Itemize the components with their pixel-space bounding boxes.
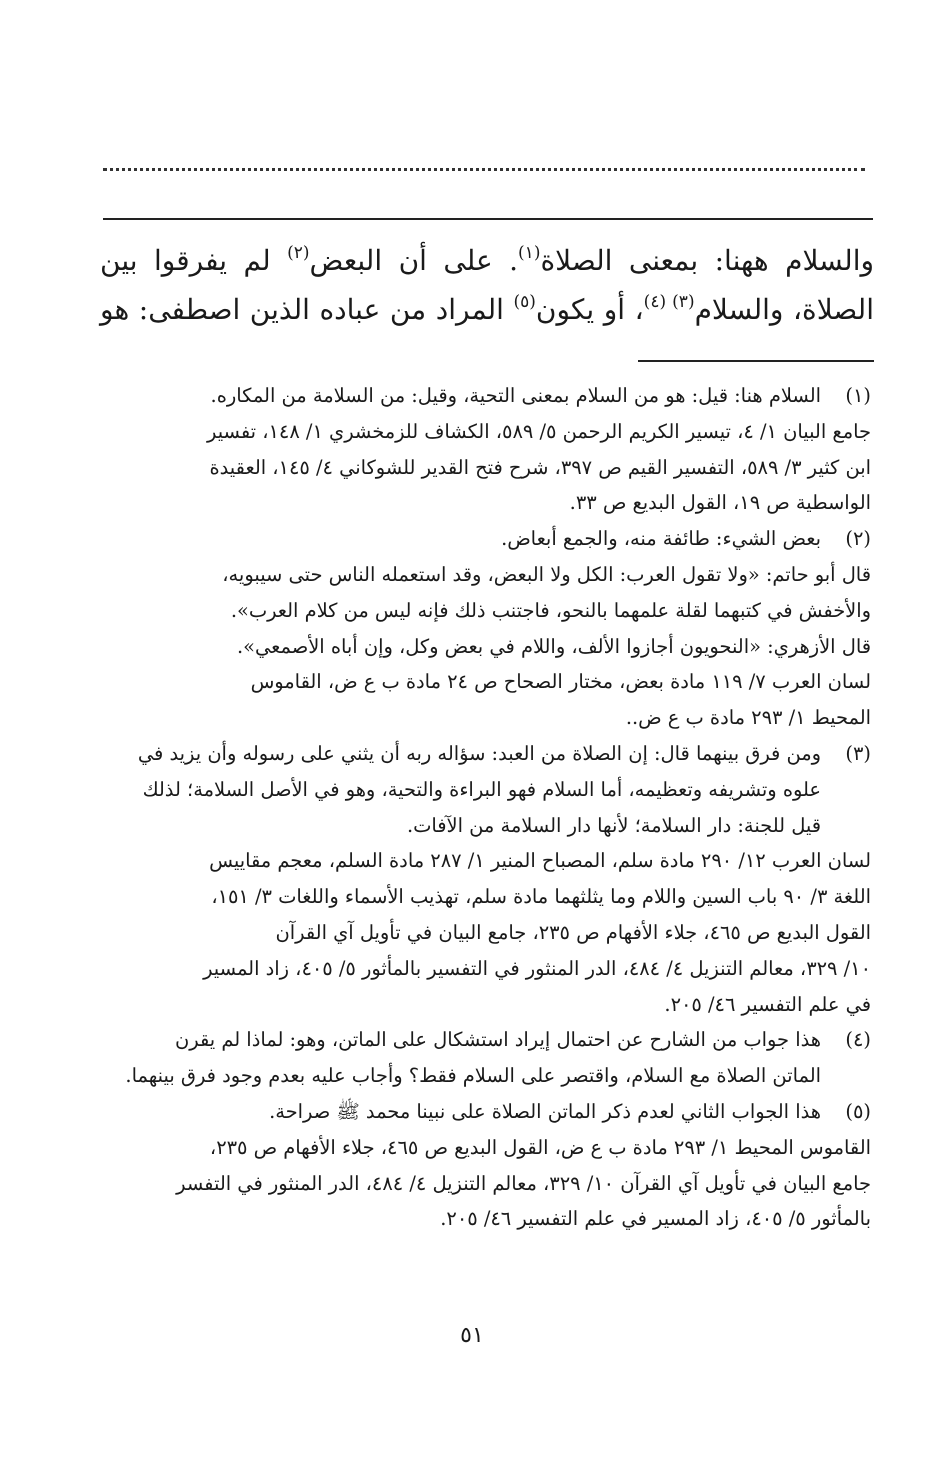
- reference-line: قال أبو حاتم: «ولا تقول العرب: الكل ولا البعض، وقد استعمله الناس حتى سيبويه،: [222, 562, 871, 586]
- reference-line: جامع البيان في تأويل آي القرآن ١٠/ ٣٢٩، معالم التنزيل ٤/ ٤٨٤، الدر المنثور في التفسر: [176, 1171, 871, 1195]
- footnote-5: [103, 1094, 871, 1237]
- main-text-segment: والسلام ههنا: بمعنى الصلاة: [540, 244, 874, 277]
- footnote-marker[interactable]: (٢): [287, 243, 310, 263]
- footnote-line: قيل للجنة: دار السلامة؛ لأنها دار السلامة من الآفات.: [406, 813, 821, 837]
- footnote-line: هذا الجواب الثاني لعدم ذكر الماتن الصلاة على نبينا محمد ﷺ صراحة.: [269, 1099, 821, 1123]
- footnote-references: [103, 414, 871, 521]
- main-text-segment: لم يفرقوا بين: [100, 244, 288, 277]
- dotted-separator: [103, 168, 865, 171]
- footnote-line: بعض الشيء: طائفة منه، والجمع أبعاض.: [501, 527, 821, 551]
- footnote-marker[interactable]: (٣): [672, 292, 695, 312]
- top-rule: [103, 218, 873, 220]
- footnote-4: [103, 1022, 871, 1094]
- reference-line: المحيط ١/ ٢٩٣ مادة ب ع ض..: [625, 706, 871, 730]
- footnote-line: ومن فرق بينهما قال: إن الصلاة من العبد: سؤاله ربه أن يثني على رسوله وأن يزيد في: [137, 741, 821, 765]
- reference-line: بالمأثور ٥/ ٤٠٥، زاد المسير في علم التفسير ٤٦/ ٢٠٥.: [440, 1207, 871, 1231]
- main-text: [100, 236, 874, 334]
- footnote-marker[interactable]: (٤): [643, 292, 673, 312]
- reference-line: الواسطية ص ١٩، القول البديع ص ٣٣.: [569, 491, 871, 515]
- main-line-2: [100, 285, 874, 334]
- page-number: ٥١: [460, 1323, 484, 1348]
- footnote-references: [103, 557, 871, 736]
- reference-line: في علم التفسير ٤٦/ ٢٠٥.: [664, 992, 871, 1016]
- main-text-segment: ، أو يكون: [535, 293, 644, 326]
- footnote-line: السلام هنا: قيل: هو من السلام بمعنى التحية، وقيل: من السلامة من المكاره.: [210, 384, 821, 407]
- main-text-segment: الصلاة، والسلام: [694, 293, 874, 326]
- footnote-3: [103, 736, 871, 1022]
- footnote-number: (٢): [845, 527, 871, 551]
- reference-line: اللغة ٣/ ٩٠ باب السين واللام وما يثلثهما مادة سلم، تهذيب الأسماء واللغات ٣/ ١٥١،: [211, 885, 871, 909]
- footnote-2: [103, 521, 871, 736]
- reference-line: والأخفش في كتبهما لقلة علمهما بالنحو، فاجتنب ذلك فإنه ليس من كلام العرب».: [230, 598, 871, 622]
- footnote-references: [103, 843, 871, 1022]
- footnote-line: علوه وتشريفه وتعظيمه، أما السلام فهو البراءة والتحية، وهو في الأصل السلامة؛ لذلك: [142, 777, 821, 801]
- footnote-marker[interactable]: (١): [518, 243, 541, 263]
- reference-line: ابن كثير ٣/ ٥٨٩، التفسير القيم ص ٣٩٧، شرح فتح القدير للشوكاني ٤/ ١٤٥، العقيدة: [209, 455, 871, 479]
- footnote-number: (١): [845, 384, 871, 407]
- main-line-1: [100, 236, 874, 285]
- footnote-separator: [638, 360, 874, 362]
- reference-line: لسان العرب ٧/ ١١٩ مادة بعض، مختار الصحاح ص ٢٤ مادة ب ع ض، القاموس: [250, 670, 871, 694]
- footnote-line: الماتن الصلاة مع السلام، واقتصر على السلام فقط؟ وأجاب عليه بعدم وجود فرق بينهما.: [125, 1064, 821, 1088]
- reference-line: القول البديع ص ٤٦٥، جلاء الأفهام ص ٢٣٥، جامع البيان في تأويل آي القرآن: [275, 920, 871, 944]
- footnotes: [103, 378, 871, 1237]
- footnote-line: هذا جواب من الشارح عن احتمال إيراد استشكال على الماتن، وهو: لماذا لم يقرن: [175, 1028, 821, 1052]
- footnote-number: (٤): [845, 1028, 871, 1052]
- reference-line: جامع البيان ١/ ٤، تيسير الكريم الرحمن ٥/ ٥٨٩، الكشاف للزمخشري ١/ ١٤٨، تفسير: [207, 419, 871, 443]
- footnote-number: (٥): [845, 1099, 871, 1123]
- footnote-number: (٣): [845, 741, 871, 765]
- reference-line: قال الأزهري: «النحويون أجازوا الألف، واللام في بعض وكل، وإن أباه الأصمعي».: [236, 634, 871, 658]
- footnote-references: [103, 1130, 871, 1237]
- reference-line: لسان العرب ١٢/ ٢٩٠ مادة سلم، المصباح المنير ١/ ٢٨٧ مادة السلم، معجم مقاييس: [209, 849, 871, 873]
- footnote-1: [103, 378, 871, 521]
- main-text-segment: المراد من عباده الذين اصطفى: هو: [100, 293, 514, 326]
- reference-line: القاموس المحيط ١/ ٢٩٣ مادة ب ع ض، القول البديع ص ٤٦٥، جلاء الأفهام ص ٢٣٥،: [209, 1135, 871, 1159]
- reference-line: ١٠/ ٣٢٩، معالم التنزيل ٤/ ٤٨٤، الدر المنثور في التفسير بالمأثور ٥/ ٤٠٥، زاد المسير: [203, 956, 871, 980]
- footnote-marker[interactable]: (٥): [513, 292, 536, 312]
- main-text-segment: . على أن البعض: [309, 244, 519, 277]
